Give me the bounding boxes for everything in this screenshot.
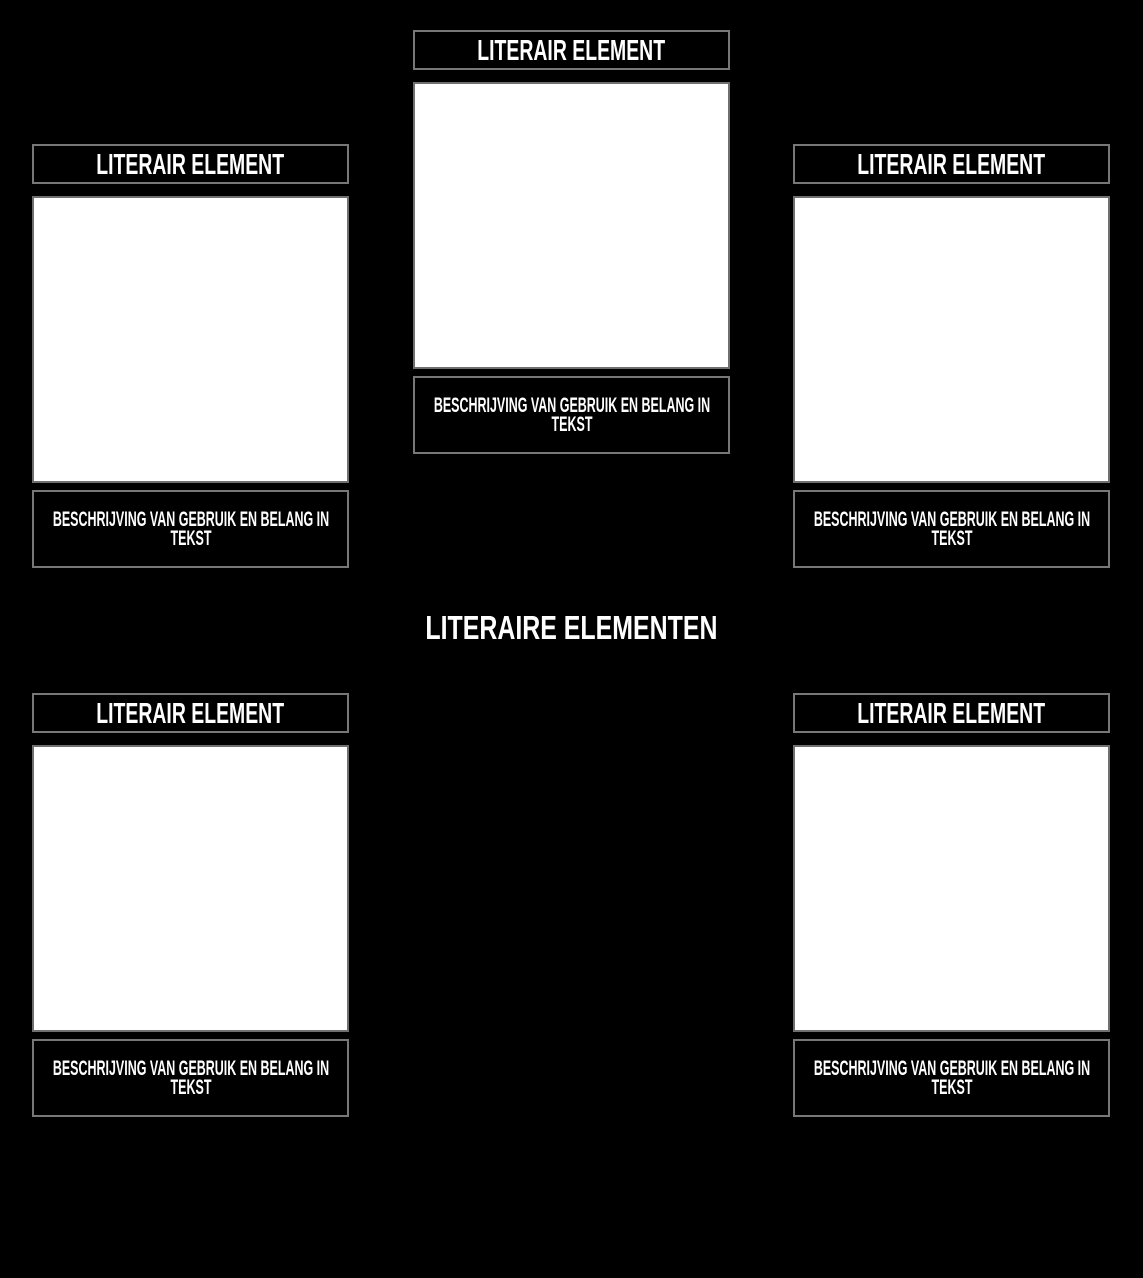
cell-header-label: LITERAIR ELEMENT <box>857 697 1046 730</box>
cell-header-label: LITERAIR ELEMENT <box>857 148 1046 181</box>
description-label: BESCHRIJVING VAN GEBRUIK EN BELANG IN TEKST <box>433 394 710 436</box>
description-box[interactable] <box>793 490 1110 568</box>
image-placeholder[interactable] <box>793 745 1110 1032</box>
description-label: BESCHRIJVING VAN GEBRUIK EN BELANG IN TEKST <box>52 1057 329 1099</box>
description-box[interactable] <box>32 1039 349 1117</box>
board-title-label: LITERAIRE ELEMENTEN <box>425 609 718 646</box>
image-placeholder[interactable] <box>32 196 349 483</box>
cell-header[interactable] <box>32 144 349 184</box>
cell-top-right[interactable] <box>793 144 1110 568</box>
cell-header[interactable] <box>32 693 349 733</box>
cell-header[interactable] <box>413 30 730 70</box>
cell-bottom-right[interactable] <box>793 693 1110 1117</box>
cell-header-label: LITERAIR ELEMENT <box>96 697 285 730</box>
description-box[interactable] <box>793 1039 1110 1117</box>
cell-header-label: LITERAIR ELEMENT <box>96 148 285 181</box>
description-box[interactable] <box>32 490 349 568</box>
description-label: BESCHRIJVING VAN GEBRUIK EN BELANG IN TEKST <box>813 508 1090 550</box>
image-placeholder[interactable] <box>793 196 1110 483</box>
cell-top-left[interactable] <box>32 144 349 568</box>
description-label: BESCHRIJVING VAN GEBRUIK EN BELANG IN TEKST <box>52 508 329 550</box>
image-placeholder[interactable] <box>413 82 730 369</box>
description-box[interactable] <box>413 376 730 454</box>
cell-header-label: LITERAIR ELEMENT <box>477 34 666 67</box>
description-label: BESCHRIJVING VAN GEBRUIK EN BELANG IN TEKST <box>813 1057 1090 1099</box>
image-placeholder[interactable] <box>32 745 349 1032</box>
cell-header[interactable] <box>793 144 1110 184</box>
cell-top-center[interactable] <box>413 30 730 454</box>
cell-header[interactable] <box>793 693 1110 733</box>
board-title[interactable] <box>0 610 1143 646</box>
cell-bottom-left[interactable] <box>32 693 349 1117</box>
